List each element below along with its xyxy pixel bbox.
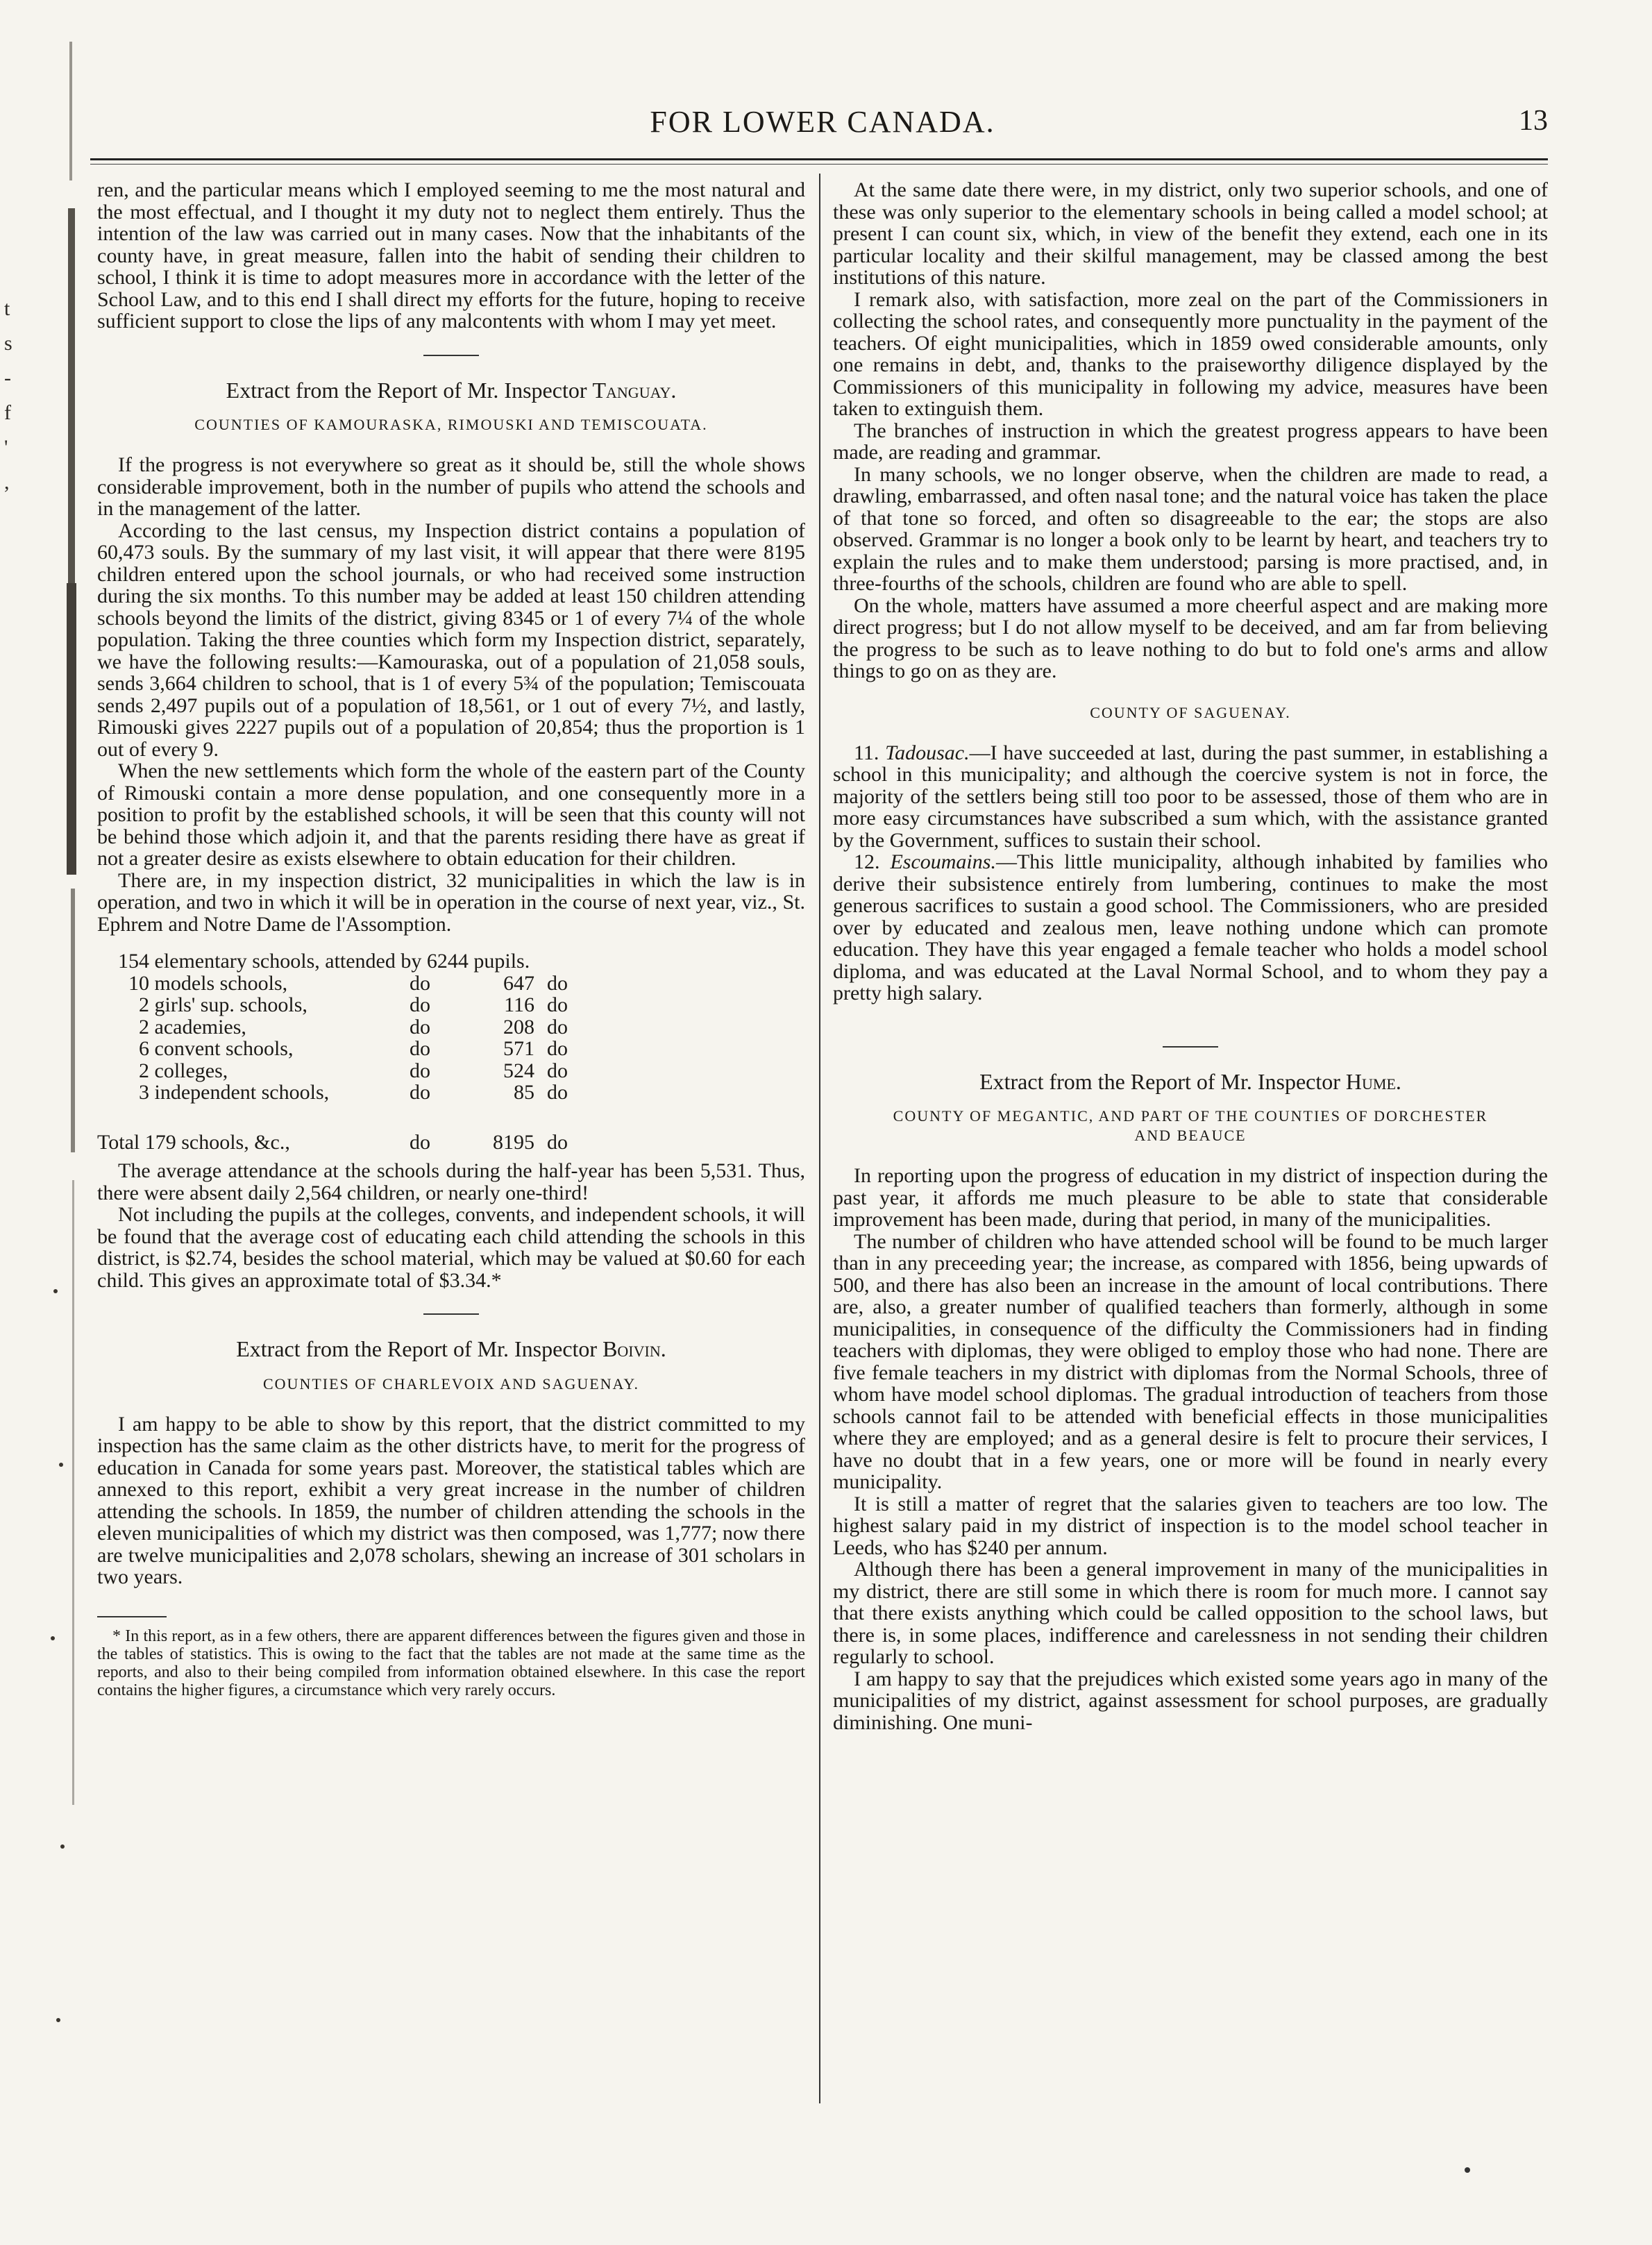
paragraph: There are, in my inspection district, 32 municipalities in which the law is in operation, and two in which it will be in operation in the course of next year, viz., St. Ephrem and Notre Dame de l'Assomption. [97,868,805,936]
margin-letter: s [4,332,12,355]
running-title: FOR LOWER CANADA. [650,105,995,139]
paragraph: It is still a matter of regret that the salaries given to teachers are too low. The highest salary paid in my district of inspection is to the model school teacher in Leeds, who has $240 per annum. [833,1492,1548,1559]
stats-label: 10 models schools, [128,971,288,995]
stats-value: 85 [514,1081,534,1104]
paragraph: I am happy to be able to show by this report, that the district committed to my inspection has the same claim as the other districts have, to merit for the progress of education in Canada for some years past. Moreover, the statistical tables which are annexed to this report, exhibit a very great increase in the number of children attending the schools. In 1859, the number of children attending the schools in the eleven municipalities of which my district was then composed, was 1,777; now there are twelve municipalities and 2,078 scholars, shewing an increase of 301 scholars in two years. [97,1412,805,1588]
header-rule [90,158,1548,160]
margin-letter: , [4,471,10,494]
extract-heading-text: Extract from the Report of Mr. Inspector [979,1068,1346,1094]
stats-label: 2 colleges, [139,1059,228,1082]
county-heading [833,1107,1548,1145]
item-number: 11. [854,741,886,764]
paragraph: Although there has been a general improvement in many of the municipalities in my district, there are still some in which there is room for much more. I cannot say that there exists anything which could be called opposition to the school laws, but there is, in some places, indifference and carelessness in not sending their children regularly to school. [833,1558,1548,1668]
inspector-name: Boivin. [602,1336,666,1361]
stats-ditto: do [410,1130,430,1154]
extract-heading [97,377,805,403]
paragraph-text: —I have succeeded at last, during the past summer, in establishing a school in this municipality; and although the coercive system is not in force, the majority of the settlers being still too poor to be assessed, those of them who are in more easy circumstances have subscribed a sum which, with the assistance granted by the Government, suffices to sustain their school. [833,741,1549,852]
page-header [97,104,1548,146]
inspector-name: Hume. [1345,1068,1401,1094]
paragraph: On the whole, matters have assumed a more cheerful aspect and are making more direct progress; but I do not allow myself to be deceived, and am far from believing the progress to be such as to leave nothing to do but to fold one's arms and allow things to go on as they are. [833,594,1548,682]
paragraph: I am happy to say that the prejudices which existed some years ago in many of the municipalities of my district, against assessment for school purposes, are gradually diminishing. One muni- [833,1667,1548,1734]
margin-letters [4,292,25,500]
stats-value: 647 [503,971,534,995]
stats-value: 524 [503,1059,534,1082]
extract-heading-text: Extract from the Report of Mr. Inspector [226,377,593,403]
stats-row [97,1082,805,1104]
margin-letter: f [4,401,11,424]
right-column [833,179,1548,1733]
stats-ditto: do [410,1081,430,1104]
school-statistics-table [97,950,805,1153]
stats-label: 3 independent schools, [139,1081,330,1104]
column-divider [819,174,820,2103]
paragraph: In reporting upon the progress of education in my district of inspection during the past year, it affords me much pleasure to be able to state that considerable improvement has been made, during that period, in many of the municipalities. [833,1164,1548,1231]
paragraph [833,742,1548,852]
stats-ditto: do [547,1081,568,1104]
stats-label: 6 convent schools, [139,1037,294,1060]
stats-ditto: do [547,1037,568,1060]
section-separator [1163,1046,1218,1048]
stats-ditto: do [410,1059,430,1082]
stats-ditto: do [547,1059,568,1082]
county-heading-line: AND BEAUCE [1134,1127,1247,1144]
stats-total-label: Total 179 schools, &c., [97,1130,290,1154]
margin-letter: t [4,297,10,320]
stats-intro-row [97,950,805,973]
stats-row [97,1016,805,1039]
inspector-name: Tanguay. [592,377,677,403]
stats-value: 116 [504,993,534,1016]
paragraph [833,851,1548,1004]
stats-label: 2 academies, [139,1015,246,1039]
stats-total-row [97,1132,805,1154]
stats-ditto: do [410,1015,430,1039]
stats-value: 571 [503,1037,534,1060]
footnote-text: * In this report, as in a few others, there are apparent differences between the figures given and those in the tables of statistics. This is owing to the fact that the tables are not made at the same time as the reports, and also to their being compiled from information obtained elsewhere. In this case the report contains the higher figures, a circumstance which very rarely occurs. [97,1626,805,1699]
paragraph: At the same date there were, in my district, only two superior schools, and one of these was only superior to the elementary schools in being called a model school; at present I can count six, which, in view of the benefit they extend, each one in its particular locality and their skilful management, may be classed among the best institutions of this nature. [833,178,1548,289]
stats-row [97,994,805,1016]
extract-heading-text: Extract from the Report of Mr. Inspector [236,1336,603,1361]
paragraph: The branches of instruction in which the greatest progress appears to have been made, are reading and grammar. [833,419,1548,464]
paragraph: I remark also, with satisfaction, more zeal on the part of the Commissioners in collecting the school rates, and consequently more punctuality in the payment of the teachers. Of eight municipalities, which in 1859 owed considerable amounts, only one remains in debt, and, thanks to the praiseworthy diligence displayed by the Commissioners of this municipality in following my advice, measures have been taken to extinguish them. [833,287,1548,420]
header-rule-thin [90,164,1548,165]
stats-label: 2 girls' sup. schools, [139,993,307,1016]
margin-letter: - [4,367,11,389]
county-heading: COUNTY OF SAGUENAY. [1090,703,1291,721]
left-column [97,179,805,1699]
county-heading: COUNTIES OF KAMOURASKA, RIMOUSKI AND TEMISCOUATA. [194,416,708,433]
paragraph: When the new settlements which form the whole of the eastern part of the County of Rimouski contain a more dense population, and one consequently more in a position to profit by the established schools, it will be seen that this county will not be behind those which adjoin it, and that the parents residing there have as great if not a greater desire as exists elsewhere to obtain education for their children. [97,759,805,870]
stats-ditto: do [410,971,430,995]
footnote [97,1627,805,1699]
stats-ditto: do [547,993,568,1016]
item-number: 12. [854,850,891,873]
scan-margin-artifact [28,42,83,2124]
paragraph: According to the last census, my Inspection district contains a population of 60,473 souls. By the summary of my last visit, it will appear that there were 8195 children entered upon the school journals, or who had received some instruction during the six months. To this number may be added at least 150 children attending schools beyond the limits of the district, giving 8345 or 1 of every 7¼ of the whole population. Taking the three counties which form my Inspection district, separately, we have the following results:—Kamouraska, out of a population of 21,058 souls, sends 3,664 children to school, that is 1 of every 5¾ of the population; Temiscouata sends 2,497 pupils out of a population of 18,561, or 1 out of every 7½, and lastly, Rimouski gives 2227 pupils out of a population of 20,854; thus the proportion is 1 out of every 9. [97,519,805,761]
margin-letter: ' [4,436,8,459]
extract-heading [833,1068,1548,1094]
stats-ditto: do [547,971,568,995]
section-separator [423,355,479,356]
paragraph: The number of children who have attended school will be found to be much larger than in any preceeding year; the increase, as compared with 1856, being upwards of 500, and there has also been an increase in the amount of local contributions. There are, also, a greater number of qualified teachers than formerly, although in some municipalities, in consequence of the difficulty the Commissioners had in finding teachers with diplomas, they were obliged to employ those who had none. There are five female teachers in my district with diplomas from the Normal Schools, three of whom have model school diplomas. The gradual introduction of teachers from those schools cannot fail to be attended with beneficial effects in those municipalities where they are employed; and as a general desire is felt to procure their services, I have no doubt that in a few years, one or more will be found in nearly every municipality. [833,1229,1548,1493]
stats-ditto: do [547,1015,568,1039]
stats-row [97,973,805,995]
paragraph: ren, and the particular means which I employed seeming to me the most natural and the most effectual, and I thought it my duty not to neglect them entirely. Thus the intention of the law was carried out in many cases. Now that the inhabitants of the county have, in great measure, fallen into the habit of sending their children to school, I think it is time to adopt measures more in accordance with the letter of the School Law, and to this end I shall direct my efforts for the future, hoping to receive sufficient support to close the lips of any malcontents with whom I may yet meet. [97,178,805,333]
page-number: 13 [1519,105,1548,137]
stats-ditto: do [547,1130,568,1154]
stats-ditto: do [410,993,430,1016]
municipality-name: Escoumains. [890,850,996,873]
paragraph: The average attendance at the schools during the half-year has been 5,531. Thus, there were absent daily 2,564 children, or nearly one-third! [97,1159,805,1204]
stats-intro: 154 elementary schools, attended by 6244 pupils. [118,950,530,973]
municipality-name: Tadousac. [885,741,970,764]
paragraph-text: —This little municipality, although inhabited by families who derive their subsistence entirely from lumbering, continues to make the most generous sacrifices to sustain a good school. The Commissioners, who are presided over by educated and zealous men, leave nothing undone which can promote education. They have this year engaged a female teacher who holds a model school diploma, and was educated at the Laval Normal School, and to whom they pay a pretty high salary. [833,850,1548,1004]
footnote-rule [97,1616,167,1617]
paragraph: If the progress is not everywhere so great as it should be, still the whole shows considerable improvement, both in the number of pupils who attend the schools and in the management of the latter. [97,453,805,520]
scan-speck [1465,2167,1470,2173]
stats-row [97,1038,805,1060]
stats-ditto: do [410,1037,430,1060]
section-separator [423,1313,479,1315]
paragraph: In many schools, we no longer observe, when the children are made to read, a drawling, embarrassed, and often nasal tone; and the natural voice has taken the place of that tone so forced, and often so disagreeable to the ear; the stops are also observed. Grammar is no longer a book only to be learnt by heart, and teachers try to explain the rules and to make them understood; parsing is more practised, and, in three-fourths of the schools, children are found who are able to spell. [833,462,1548,595]
paragraph: Not including the pupils at the colleges, convents, and independent schools, it will be found that the average cost of educating each child attending the schools in this district, is $2.74, besides the school material, which may be valued at $0.60 for each child. This gives an approximate total of $3.34.* [97,1203,805,1292]
stats-row [97,1060,805,1082]
stats-value: 208 [503,1015,534,1039]
county-heading: COUNTIES OF CHARLEVOIX AND SAGUENAY. [263,1374,639,1393]
county-heading-line: COUNTY OF MEGANTIC, AND PART OF THE COUNTIES OF DORCHESTER [893,1107,1488,1125]
stats-total-value: 8195 [493,1130,534,1154]
extract-heading [97,1338,805,1361]
